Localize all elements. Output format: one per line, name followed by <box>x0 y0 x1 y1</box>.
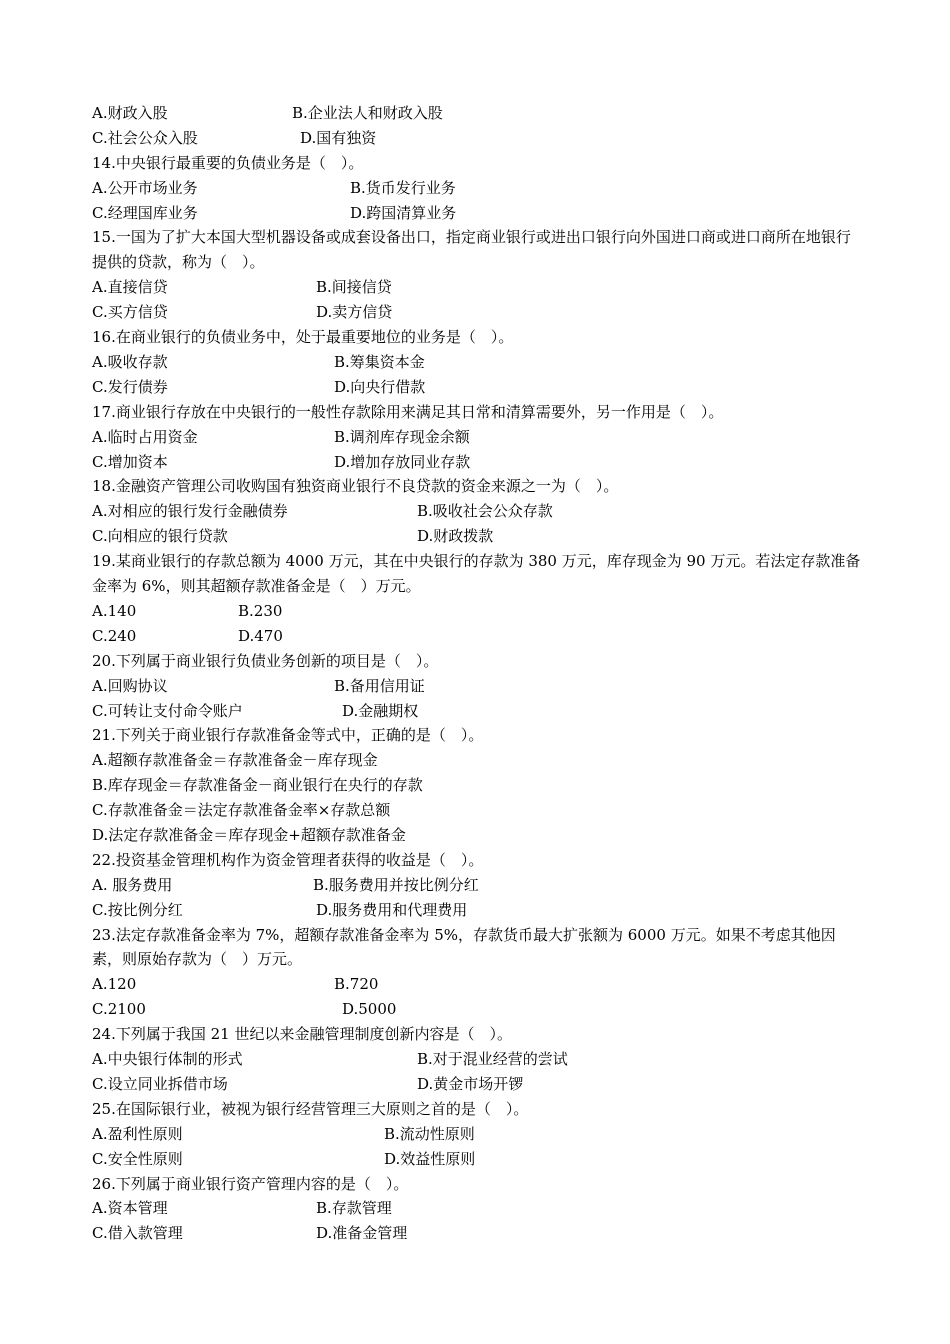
option-row <box>92 350 862 375</box>
answer-option: B.货币发行业务 <box>350 178 456 197</box>
answer-option: D.财政拨款 <box>417 527 494 546</box>
answer-option: B.间接信贷 <box>316 278 392 297</box>
option-row <box>92 300 862 325</box>
answer-option: A.资本管理 <box>92 1199 168 1218</box>
question-stem: 17.商业银行存放在中央银行的一般性存款除用来满足其日常和清算需要外，另一作用是（ ）。 <box>92 402 724 421</box>
answer-option: D.5000 <box>342 1000 397 1019</box>
question-stem: 14.中央银行最重要的负债业务是（ ）。 <box>92 153 364 172</box>
answer-option: C.买方信贷 <box>92 303 168 322</box>
option-row <box>92 176 862 201</box>
answer-option: C.按比例分红 <box>92 900 183 919</box>
option-row <box>92 1221 862 1246</box>
option-row <box>92 1072 862 1097</box>
answer-option: A.回购协议 <box>92 676 168 695</box>
option-row <box>92 1047 862 1072</box>
answer-option: D.向央行借款 <box>334 377 426 396</box>
exam-page <box>92 101 862 1246</box>
option-row <box>92 126 862 151</box>
answer-option: B.230 <box>238 601 283 620</box>
answer-option: A.120 <box>92 975 137 994</box>
option-row <box>92 450 862 475</box>
answer-option: D.增加存放同业存款 <box>334 452 471 471</box>
answer-option: D.法定存款准备金＝库存现金+超额存款准备金 <box>92 825 406 844</box>
question-stem: 26.下列属于商业银行资产管理内容的是（ ）。 <box>92 1174 409 1193</box>
answer-option: A.公开市场业务 <box>92 178 198 197</box>
answer-option: C.借入款管理 <box>92 1224 183 1243</box>
answer-option: D.服务费用和代理费用 <box>316 900 468 919</box>
answer-option: B.服务费用并按比例分红 <box>313 875 479 894</box>
question-stem: 20.下列属于商业银行负债业务创新的项目是（ ）。 <box>92 651 439 670</box>
answer-option: A.财政入股 <box>92 104 168 122</box>
option-row <box>92 699 862 724</box>
answer-option: B.调剂库存现金余额 <box>334 427 470 446</box>
answer-option: C.存款准备金＝法定存款准备金率×存款总额 <box>92 801 391 820</box>
question-stem: 16.在商业银行的负债业务中，处于最重要地位的业务是（ ）。 <box>92 328 514 347</box>
answer-option: B.存款管理 <box>316 1199 392 1218</box>
answer-option: A. 服务费用 <box>92 875 173 894</box>
answer-option: D.470 <box>238 626 283 645</box>
answer-option: B.对于混业经营的尝试 <box>417 1050 568 1069</box>
answer-option: D.卖方信贷 <box>316 303 393 322</box>
option-row <box>92 599 862 624</box>
option-row <box>92 1196 862 1221</box>
answer-option: D.效益性原则 <box>384 1149 476 1168</box>
answer-option: C.可转让支付命令账户 <box>92 701 243 720</box>
option-row <box>92 898 862 923</box>
question-stem: 25.在国际银行业，被视为银行经营管理三大原则之首的是（ ）。 <box>92 1099 529 1118</box>
answer-option: C.2100 <box>92 1000 146 1019</box>
answer-option: C.向相应的银行贷款 <box>92 527 228 546</box>
answer-option: B.库存现金＝存款准备金－商业银行在央行的存款 <box>92 776 423 795</box>
answer-option: A.直接信贷 <box>92 278 168 297</box>
option-row <box>92 873 862 898</box>
answer-option: C.增加资本 <box>92 452 168 471</box>
answer-option: C.发行债券 <box>92 377 168 396</box>
answer-option: A.临时占用资金 <box>92 427 198 446</box>
option-row <box>92 1147 862 1172</box>
answer-option: B.720 <box>334 975 379 994</box>
option-row <box>92 425 862 450</box>
answer-option: C.240 <box>92 626 137 645</box>
answer-option: D.准备金管理 <box>316 1224 408 1243</box>
answer-option: C.经理国库业务 <box>92 203 198 222</box>
answer-option: B.备用信用证 <box>334 676 425 695</box>
answer-option: C.安全性原则 <box>92 1149 183 1168</box>
answer-option: B.筹集资本金 <box>334 352 425 371</box>
answer-option: A.盈利性原则 <box>92 1124 183 1143</box>
option-row <box>92 674 862 699</box>
answer-option: A.140 <box>92 601 137 620</box>
answer-option: A.超额存款准备金＝存款准备金－库存现金 <box>92 751 378 770</box>
question-stem: 19.某商业银行的存款总额为 4000 万元，其在中央银行的存款为 380 万元，库存现金为 90 万元。若法定存款准备金率为 6%，则其超额存款准备金是（ ）万元。 <box>92 552 861 596</box>
answer-option: C.设立同业拆借市场 <box>92 1074 228 1093</box>
answer-option: D.金融期权 <box>342 701 419 720</box>
option-row <box>92 201 862 226</box>
option-row <box>92 1122 862 1147</box>
answer-option: D.跨国清算业务 <box>350 203 457 222</box>
answer-option: A.吸收存款 <box>92 352 168 371</box>
option-row <box>92 624 862 649</box>
answer-option: B.流动性原则 <box>384 1124 475 1143</box>
answer-option: D.国有独资 <box>300 128 377 147</box>
question-stem: 23.法定存款准备金率为 7%，超额存款准备金率为 5%，存款货币最大扩张额为 6000 万元。如果不考虑其他因素，则原始存款为（ ）万元。 <box>92 925 836 969</box>
question-stem: 21.下列关于商业银行存款准备金等式中，正确的是（ ）。 <box>92 726 484 745</box>
option-row <box>92 997 862 1022</box>
question-stem: 15.一国为了扩大本国大型机器设备或成套设备出口，指定商业银行或进出口银行向外国进口商或进口商所在地银行提供的贷款，称为（ ）。 <box>92 228 851 272</box>
answer-option: B.吸收社会公众存款 <box>417 502 553 521</box>
option-row <box>92 524 862 549</box>
question-stem: 18.金融资产管理公司收购国有独资商业银行不良贷款的资金来源之一为（ ）。 <box>92 477 619 496</box>
option-row <box>92 101 862 126</box>
option-row <box>92 499 862 524</box>
answer-option: A.对相应的银行发行金融债券 <box>92 502 288 521</box>
option-row <box>92 375 862 400</box>
answer-option: B.企业法人和财政入股 <box>292 104 443 122</box>
answer-option: A.中央银行体制的形式 <box>92 1050 243 1069</box>
question-stem: 24.下列属于我国 21 世纪以来金融管理制度创新内容是（ ）。 <box>92 1025 512 1044</box>
answer-option: C.社会公众入股 <box>92 128 198 147</box>
answer-option: D.黄金市场开锣 <box>417 1074 524 1093</box>
option-row <box>92 972 862 997</box>
question-stem: 22.投资基金管理机构作为资金管理者获得的收益是（ ）。 <box>92 850 484 869</box>
option-row <box>92 275 862 300</box>
